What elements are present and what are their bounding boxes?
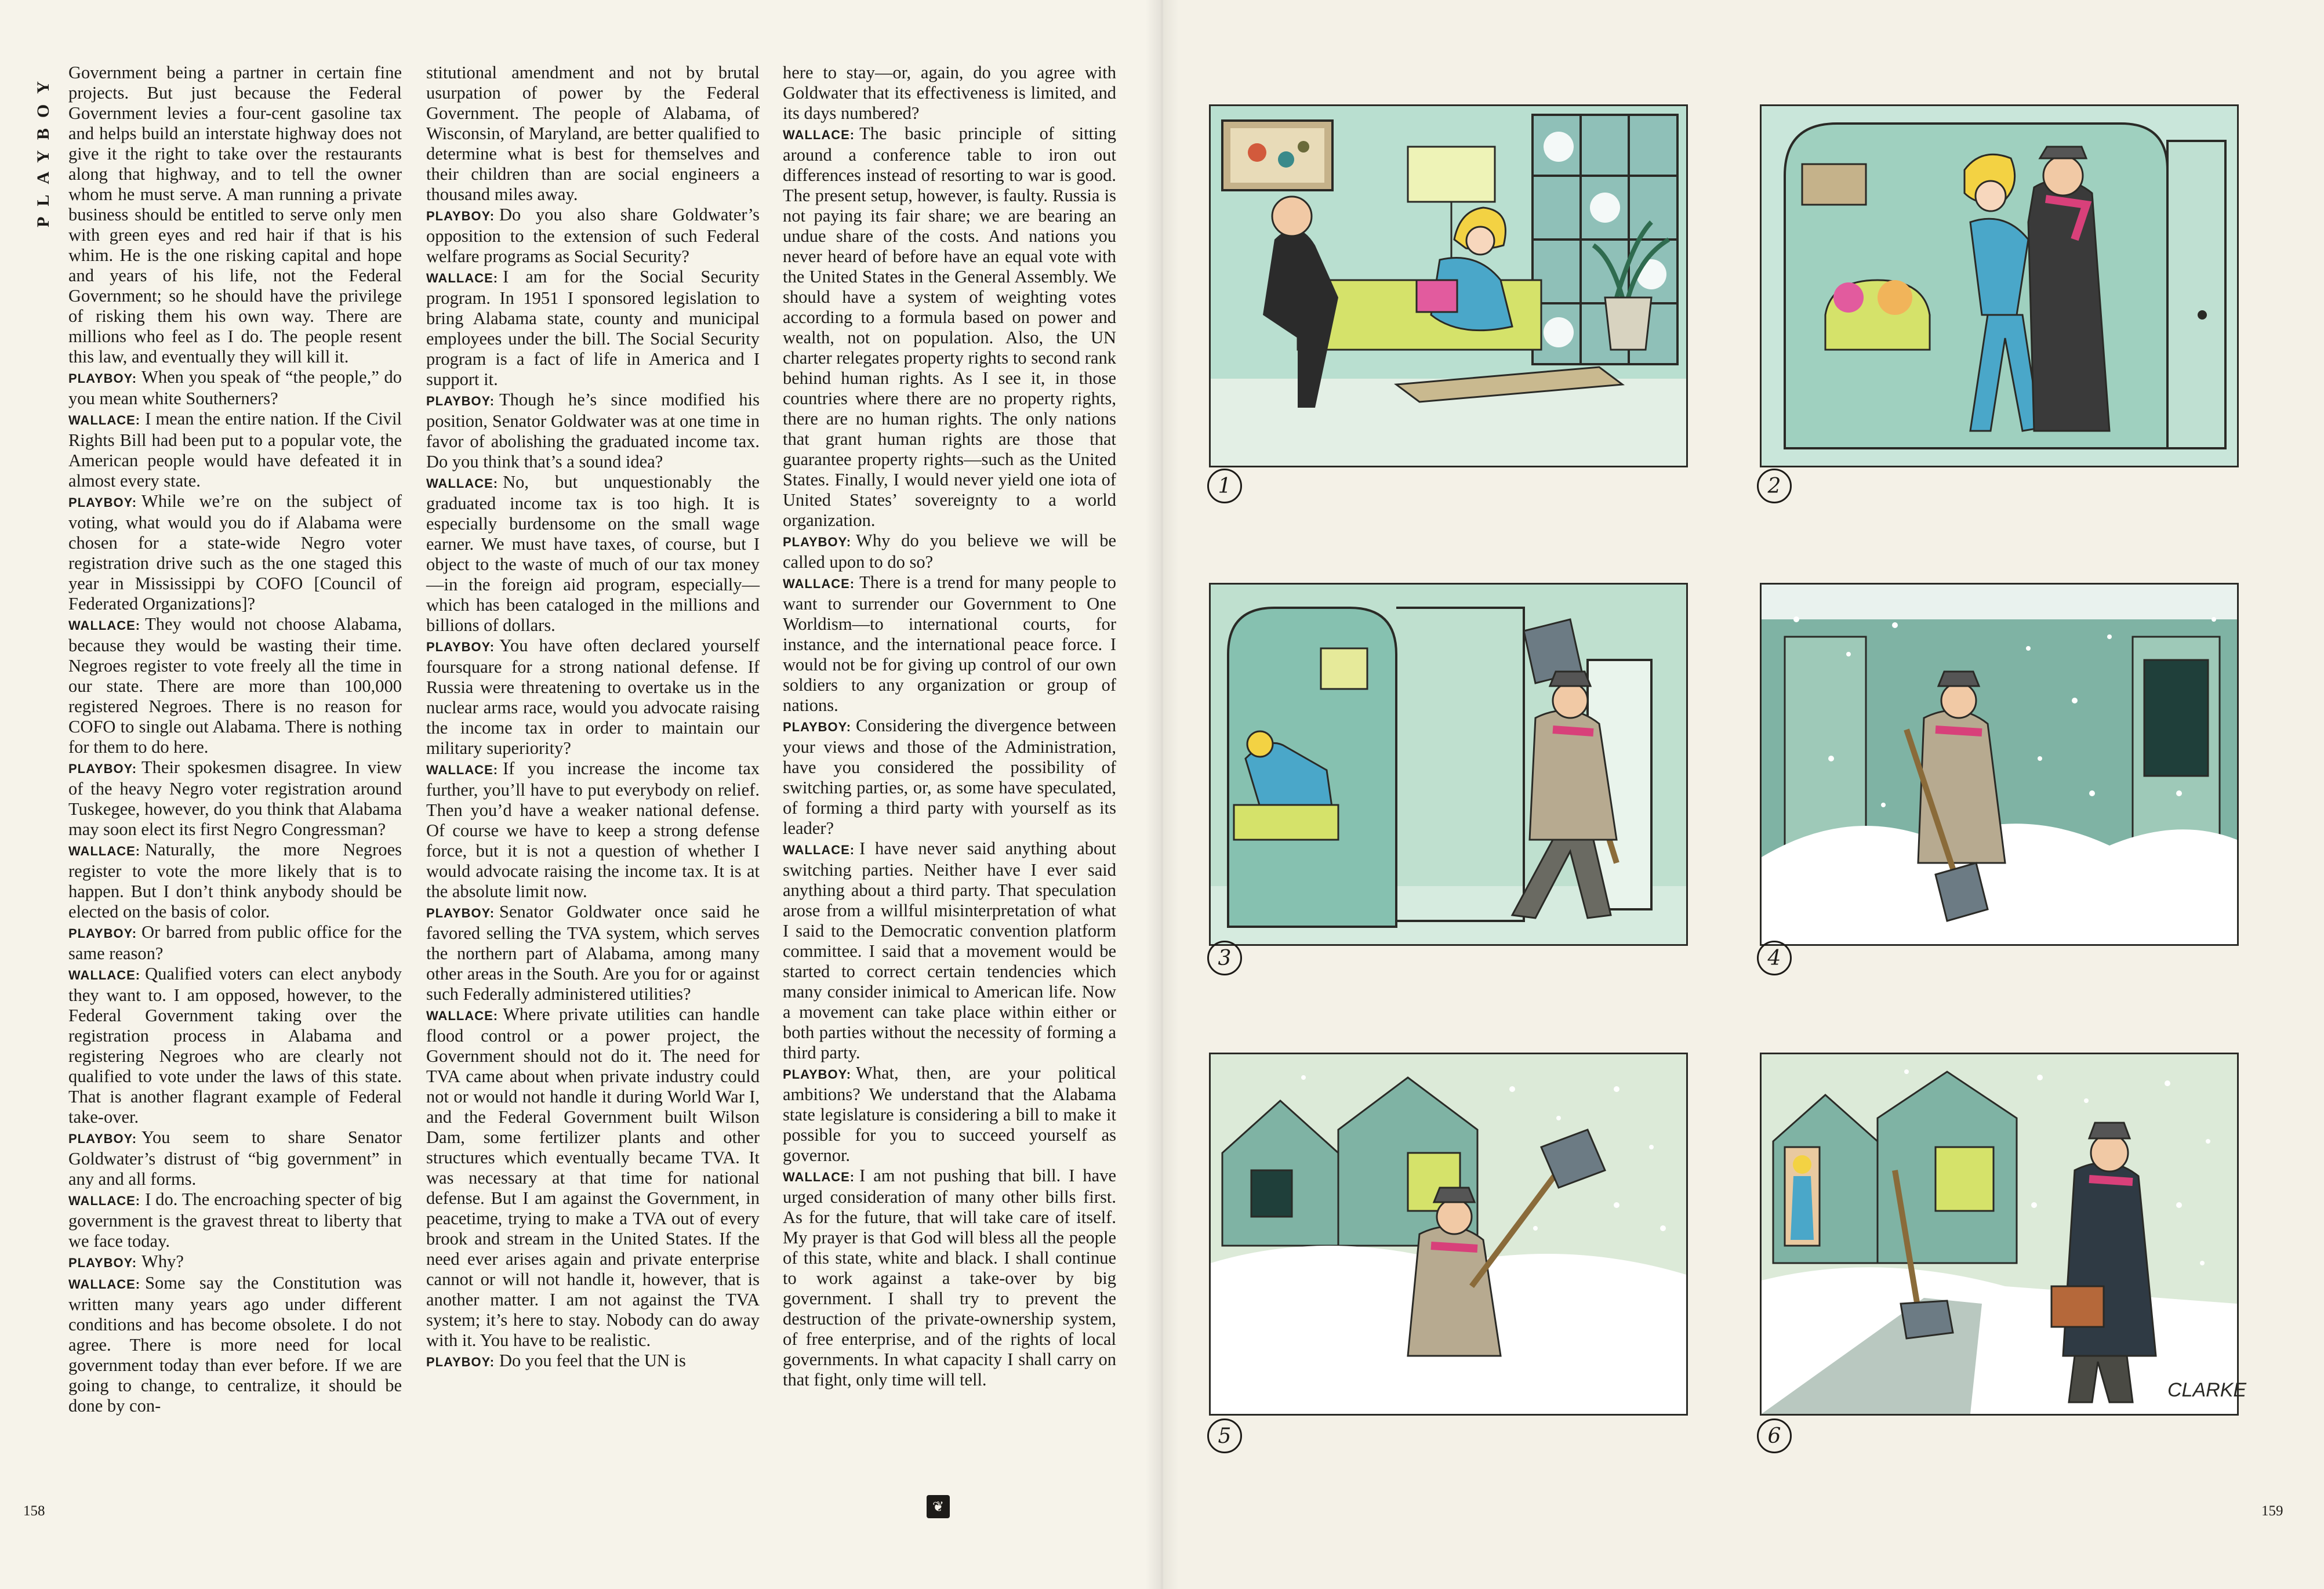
paragraph-text: Why? [141,1251,184,1271]
interview-paragraph [68,922,402,964]
speaker-label: WALLACE: [783,1170,855,1184]
speaker-label: PLAYBOY: [68,926,137,941]
text-column-3 [783,63,1116,1515]
interview-paragraph [426,1004,760,1351]
cartoon-panel-1 [1209,104,1688,467]
speaker-label: PLAYBOY: [68,495,137,510]
speaker-label: WALLACE: [783,128,855,142]
paragraph-text: Do you feel that the UN is [499,1351,686,1370]
speaker-label: PLAYBOY: [68,761,137,776]
interview-paragraph [68,491,402,614]
paragraph-text: When you speak of “the people,” do you mean white Southerners? [68,367,402,408]
speaker-label: WALLACE: [426,271,499,285]
speaker-label: PLAYBOY: [783,1067,852,1082]
interview-paragraph [783,1063,1116,1166]
paragraph-text: I have never said anything about switching parties. Neither have I ever said anything about a third party. That speculation arose from a willful misinterpretation of what I said to the Democratic convention platform committee. I said that a movement would be started to correct certain tendencies which many consider inimical to American life. Now a movement can take place within either or both parties without the necessity of forming a third party. [783,839,1116,1062]
interview-paragraph [68,409,402,491]
paragraph-text: Government being a partner in certain fine projects. But just because the Federal Government levies a four-cent gasoline tax and helps build an interstate highway does not give it the right to take over the restaurants along that highway, and to tell the owner whom he must serve. A man running a private business should be entitled to serve only men with green eyes and red hair if that is his whim. He is the one risking capital and hope and years of his life, not the Federal Government; so he should have the privilege of risking them his own way. There are millions who feel as I do. The people resent this law, and eventually they will kill it. [68,63,402,367]
paragraph-text: stitutional amendment and not by brutal usurpation of power by the Federal Government. The people of Alabama, of Wisconsin, of Maryland, are better qualified to determine what is best for themselves and their children than are social engineers a thousand miles away. [426,63,760,204]
speaker-label: PLAYBOY: [426,209,495,223]
speaker-label: PLAYBOY: [783,535,852,549]
panel-number-1: 1 [1207,469,1242,503]
speaker-label: PLAYBOY: [68,371,137,386]
paragraph-text: No, but unquestionably the graduated income tax is too high. It is especially burdensome on the small wage earner. We must have taxes, of course, but I object to the waste of much of our tax money—in the foreign aid program, especially—which has been cataloged in the millions and billions of dollars. [426,472,760,635]
interview-paragraph [68,1189,402,1251]
paragraph-text: Why do you believe we will be called upon to do so? [783,531,1116,572]
cartoon-signature: CLARKE [2167,1379,2247,1401]
paragraph-text: You seem to share Senator Goldwater’s distrust of “big government” in any and all forms. [68,1127,402,1189]
page-number-left: 158 [23,1503,45,1519]
paragraph-text: Or barred from public office for the same reason? [68,922,402,963]
interview-paragraph [783,1166,1116,1390]
interview-paragraph [426,205,760,267]
interview-paragraph [783,839,1116,1063]
page-gutter [1145,0,1179,1589]
paragraph-text: Though he’s since modified his position, Senator Goldwater was at one time in favor of abolishing the graduated income tax. Do you think that’s a sound idea? [426,390,760,471]
panel-number-4: 4 [1757,941,1792,975]
panel-number-3: 3 [1207,941,1242,975]
paragraph-text: There is a trend for many people to want to surrender our Government to One Worldism—to international courts, for instance, and the international peace force. I would not be for giving up control of our own soldiers to any organization or group of nations. [783,572,1116,715]
interview-paragraph [68,1251,402,1273]
paragraph-text: You have often declared yourself foursquare for a strong national defense. If Russia were threatening to overtake us in the nuclear arms race, would you advocate raising the income tax in order to maintain our military superiority? [426,636,760,758]
cartoon-panel-6-art [1762,1054,2247,1414]
paragraph-text: Considering the divergence between your views and those of the Administration, have you considered the possibility of switching parties, or, as some have speculated, of forming a third party with yourself as its leader? [783,716,1116,838]
speaker-label: PLAYBOY: [68,1256,137,1270]
interview-paragraph [426,267,760,390]
paragraph-text: here to stay—or, again, do you agree with Goldwater that its effectiveness is limited, and its days numbered? [783,63,1116,123]
speaker-label: WALLACE: [68,413,141,427]
speaker-label: WALLACE: [426,1008,499,1023]
interview-paragraph [426,63,760,205]
paragraph-text: Their spokesmen disagree. In view of the heavy Negro voter registration around Tuskegee, however, do you think that Alabama may soon elect its first Negro Congressman? [68,757,402,839]
interview-paragraph [426,1351,760,1372]
speaker-label: PLAYBOY: [68,1131,137,1146]
cartoon-panel-2 [1760,104,2239,467]
interview-paragraph [68,964,402,1127]
speaker-label: WALLACE: [68,968,141,982]
speaker-label: WALLACE: [426,763,499,777]
paragraph-text: I am not pushing that bill. I have urged consideration of many other bills first. As for the future, that will take care of itself. My prayer is that God will bless all the people of this state, white and black. I shall continue to work against a take-over by big government. I shall try to prevent the destruction of the private-ownership system, of free enterprise, and of the rights of local governments. In what capacity I shall carry on that fight, only time will tell. [783,1166,1116,1390]
masthead: PLAYBOY [34,71,53,227]
paragraph-text: If you increase the income tax further, you’ll have to put everybody on relief. Then you’d have a weaker national defense. Of course we have to keep a strong defense force, but it is not a question of whether I would advocate raising the income tax. It is at the absolute limit now. [426,759,760,901]
speaker-label: PLAYBOY: [426,906,495,920]
paragraph-text: They would not choose Alabama, because they would be wasting their time. Negroes register to vote freely all the time in our state. There are more than 100,000 registered Negroes. There is no reason for COFO to single out Alabama. There is nothing for them to do here. [68,614,402,757]
speaker-label: PLAYBOY: [426,394,495,408]
cartoon-panel-5-art [1211,1054,1686,1414]
interview-paragraph [68,367,402,409]
interview-paragraph [68,1273,402,1416]
paragraph-text: Some say the Constitution was written many years ago under different conditions and has become obsolete. I do not agree. There is more need for local government today than ever before. If we are going to change, to centralize, it should be done by con- [68,1273,402,1416]
cartoon-panel-1-art [1211,106,1686,466]
paragraph-text: What, then, are your political ambitions? We understand that the Alabama state legislature is considering a bill to make it possible for you to succeed yourself as governor. [783,1063,1116,1165]
interview-paragraph [68,614,402,757]
interview-paragraph [426,902,760,1004]
text-column-1 [68,63,402,1515]
speaker-label: WALLACE: [68,1193,141,1208]
cartoon-panel-3-art [1211,585,1686,944]
paragraph-text: Where private utilities can handle flood control or a power project, the Government should not do it. The need for TVA came about when private industry could not or would not handle it during World War I, and the Federal Government built Wilson Dam, some fertilizer plants and other structures which eventually became TVA. It was necessary at that time for national defense. But I am against the Government, in peacetime, trying to make a TVA out of every brook and stream in the United States. If the need ever arises again and private enterprise cannot or will not handle it, however, that is another matter. I am not against the TVA system; it’s here to stay. Nobody can do away with it. You have to be realistic. [426,1004,760,1350]
paragraph-text: I do. The encroaching specter of big government is the gravest threat to liberty that we face today. [68,1189,402,1251]
speaker-label: WALLACE: [783,843,855,857]
interview-paragraph [783,716,1116,839]
interview-paragraph [68,1127,402,1189]
page-number-right: 159 [2261,1503,2283,1519]
interview-paragraph [783,572,1116,716]
speaker-label: PLAYBOY: [426,1355,495,1369]
paragraph-text: The basic principle of sitting around a conference table to iron out differences instead of resorting to war is good. The present setup, however, is faulty. Russia is not paying its fair share; we are bearing an undue share of the costs. And nations you never heard of before have an equal vote with the United States in the General Assembly. We should have a system of weighting votes according to a formula based on power and wealth, not on population. Also, the UN charter relegates property rights to second rank behind human rights. As I see it, in those countries where there are no property rights, there are no human rights. The only nations that grant human rights are those that guarantee property rights—such as the United States. Finally, I would never yield one iota of United States’ sovereignty to a world organization. [783,124,1116,530]
text-column-2 [426,63,760,1515]
interview-paragraph [68,63,402,367]
interview-paragraph [68,757,402,840]
panel-number-6: 6 [1757,1419,1792,1453]
cartoon-panel-3 [1209,583,1688,946]
cartoon-panel-2-art [1762,106,2237,466]
speaker-label: WALLACE: [68,1277,141,1291]
speaker-label: WALLACE: [68,844,141,858]
speaker-label: PLAYBOY: [783,720,852,734]
bunny-logo-icon: ❦ [927,1495,950,1518]
paragraph-text: I mean the entire nation. If the Civil Rights Bill had been put to a popular vote, the American people would have defeated it in almost every state. [68,409,402,491]
interview-paragraph [426,472,760,636]
interview-paragraph [68,840,402,922]
speaker-label: WALLACE: [783,576,855,591]
interview-paragraph [426,759,760,902]
interview-paragraph [783,124,1116,531]
paragraph-text: Do you also share Goldwater’s opposition to the extension of such Federal welfare programs as Social Security? [426,205,760,266]
cartoon-panel-5 [1209,1053,1688,1416]
paragraph-text: Naturally, the more Negroes register to vote the more likely that is to happen. But I don’t think anybody should be elected on the basis of color. [68,840,402,922]
panel-number-2: 2 [1757,469,1792,503]
speaker-label: WALLACE: [68,618,141,633]
speaker-label: PLAYBOY: [426,640,495,654]
interview-paragraph [783,63,1116,124]
paragraph-text: While we’re on the subject of voting, what would you do if Alabama were chosen for a state-wide Negro voter registration drive such as the one staged this year in Mississippi by COFO [Council of Federated Organizations]? [68,491,402,614]
panel-number-5: 5 [1207,1419,1242,1453]
interview-paragraph [426,390,760,472]
paragraph-text: Senator Goldwater once said he favored selling the TVA system, which serves the northern part of Alabama, among many other areas in the South. Are you for or against such Federally administered utilities? [426,902,760,1004]
paragraph-text: I am for the Social Security program. In 1951 I sponsored legislation to bring Alabama state, county and municipal employees under the bill. The Social Security program is a fact of life in America and I support it. [426,267,760,389]
cartoon-panel-4-art [1762,585,2237,944]
cartoon-panel-4 [1760,583,2239,946]
speaker-label: WALLACE: [426,476,499,491]
interview-paragraph [426,636,760,759]
interview-paragraph [783,531,1116,572]
paragraph-text: Qualified voters can elect anybody they want to. I am opposed, however, to the Federal Government taking over the registration process in Alabama and registering Negroes who are clearly not qualified to vote under the laws of this state. That is another flagrant example of Federal take-over. [68,964,402,1127]
cartoon-panel-6 [1760,1053,2247,1416]
